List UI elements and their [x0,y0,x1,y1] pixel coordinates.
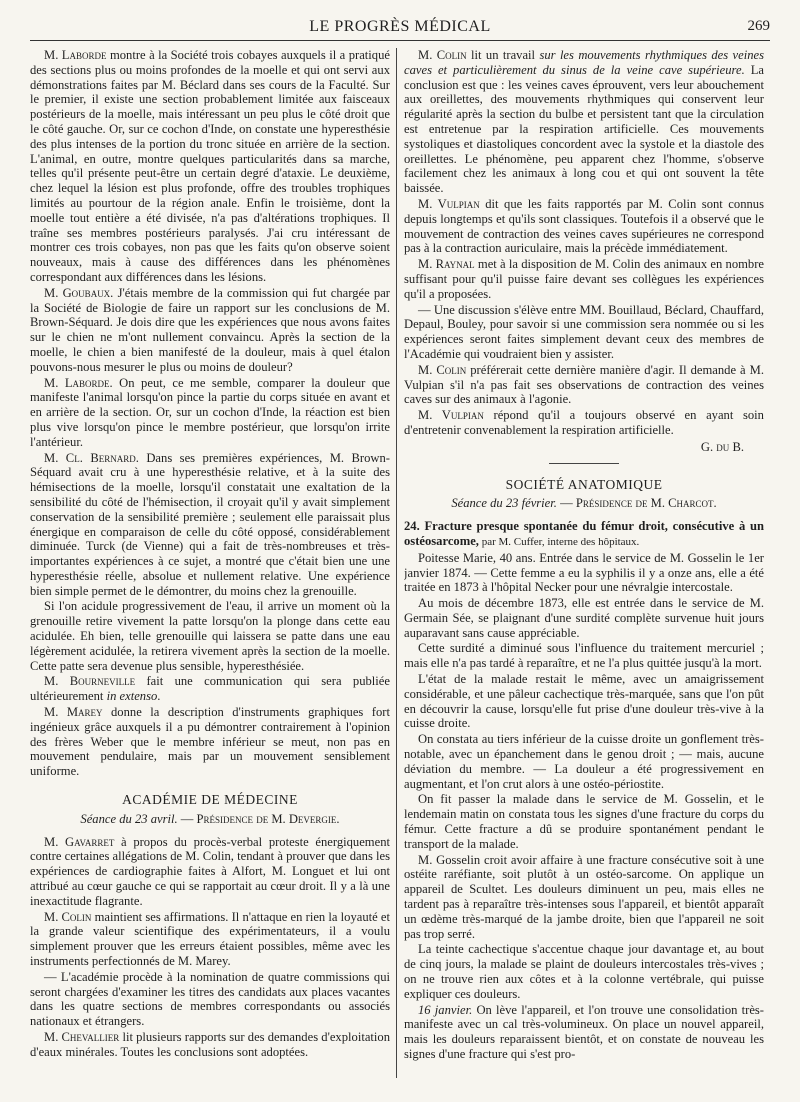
paragraph: M. Bourneville fait une communication qui sera publiée ultérieurement in extenso. [30,674,390,704]
page-header [30,16,770,38]
left-column [30,48,390,1078]
paragraph: — Une discussion s'élève entre MM. Bouillaud, Béclard, Chauffard, Depaul, Bouley, pour savoir si une commission sera nommée ou si les expériences seront faites simplement devant ceux des membres de l'Académie qui voudraient bien y assister. [404,302,764,361]
paragraph: — L'académie procède à la nomination de quatre commissions qui seront chargées d'examiner les titres des candidats aux places vacantes dans les quatre sections de membres correspondants ou associés nationaux et étrangers. [30,969,390,1029]
paragraph: M. Colin maintient ses affirmations. Il n'attaque en rien la loyauté et la grande valeur scientifique des expérimentateurs, il a voulu simplement prouver que les erreurs étaient possibles, même avec les instruments perfectionnés de M. Marey. [30,909,390,969]
paragraph: M. Vulpian répond qu'il a toujours observé en ayant soin d'entretenir convenablement la respiration artificielle. [404,408,764,437]
paragraph: M. Gosselin croit avoir affaire à une fracture consécutive soit à une ostéite raréfiante, soit plutôt à un ostéo-sarcome. On applique un appareil de Scultet. Les douleurs diminuent un peu, mais elles ne tardent pas à reparaître très-intenses sous l'appareil, et bientôt apparaît un œdème très-marqué de la jambe droite, bien que l'appareil ne soit pas trop serré. [404,852,764,941]
paragraph: L'état de la malade restait le même, avec un amaigrissement considérable, et une pâleur cachectique très-marquée, sans que l'on pût en découvrir la cause, lorsqu'elle fut prise d'une douleur très-vive à la cuisse droite. [404,672,764,731]
journal-title: LE PROGRÈS MÉDICAL [309,18,491,35]
right-column [404,48,764,1078]
paragraph: M. Laborde. On peut, ce me semble, comparer la douleur que manifeste l'animal lorsqu'on pince la partie du corps située en avant et en arrière de la section. Or, sur un cochon d'Inde, la réaction est bien plus vive lorsqu'on pince le membre postérieur, que lorsqu'on irrite l'antérieur. [30,375,390,449]
paragraph: Si l'on acidule progressivement de l'eau, il arrive un moment où la grenouille retire vivement la patte lorsqu'on la plonge dans cette eau acidulée. Eh bien, telle grenouille qui laissera se patte dans une eau légèrement acidulée, la retirera vivement après la section de la moelle. Cette patte sera devenue plus sensible, hyperesthésiée. [30,599,390,673]
paragraph: M. Colin lit un travail sur les mouvements rhythmiques des veines caves et particulièrement du sinus de la veine cave supérieure. La conclusion est que : les veines caves éprouvent, vers leur abouchement aux oreillettes, des mouvements rhythmiques qui conservent leur régularité après la section du bulbe et persistent tant que la circulation est entretenue par la respiration artificielle. Ces mouvements systoliques et diastoliques concordent avec la systole et la diastole des oreillettes. Le phénomène, peu apparent chez l'homme, s'observe facilement chez les animaux à long cou et qui ont souvent la tête baissée. [404,48,764,196]
session-line-academy: Séance du 23 avril. — Présidence de M. Devergie. [80,811,340,826]
article-title: 24. Fracture presque spontanée du fémur droit, consécutive à un ostéosarcome, par M. Cuffer, interne des hôpitaux. [404,519,764,548]
session-line-society: Séance du 23 février. — Présidence de M. Charcot. [451,496,717,511]
paragraph: Cette surdité a diminué sous l'influence du traitement mercuriel ; mais elle n'a pas tardé à reparaître, et ne l'a plus quittée jusqu'à la mort. [404,641,764,671]
paragraph: La teinte cachectique s'accentue chaque jour davantage et, au bout de cinq jours, la malade se plaint de douleurs intercostales très-vives ; on ne trouve rien aux côtes et à la colonne vertébrale, qui puisse expliquer ces douleurs. [404,942,764,1001]
paragraph: 16 janvier. On lève l'appareil, et l'on trouve une consolidation très-manifeste avec un cal très-volumineux. On place un nouvel appareil, mais les douleurs reparaissent bientôt, et on constate de nouveau les signes d'une fracture qui s'est pro- [404,1002,764,1061]
column-divider [396,48,397,1078]
paragraph: On constata au tiers inférieur de la cuisse droite un gonflement très-notable, avec un épanchement dans le genou droit ; — mais, aucune déviation du membre. — La douleur a été progressivement en augmentant, et l'on crut alors à une ostéo-périostite. [404,732,764,791]
paragraph: M. Vulpian dit que les faits rapportés par M. Colin sont connus depuis longtemps et qu'ils sont classiques. Toutefois il a observé que le mouvement de contraction des veines caves supérieures ne correspond pas à la contraction auriculaire, mais la précède immédiatement. [404,196,764,256]
header-rule [30,40,770,41]
section-divider [549,463,619,464]
paragraph: M. Laborde montre à la Société trois cobayes auxquels il a pratiqué des sections plus ou moins profondes de la moelle et qui ont servi aux démonstrations faites par M. Béclard dans ses cours de la Faculté. Sur le premier, il existe une section probablement limitée aux faisceaux postérieurs de la moelle, mais intéressant un peu plus le côté droit que le côté gauche. Or, sur ce cochon d'Inde, on constate une hyperesthésie des plus intenses de la portion du tronc située en arrière de la section. L'animal, en outre, montre quelques particularités dans sa marche, telles qu'il présente peut-être un certain degré d'ataxie. Le deuxième, chez lequel la lésion est plus profonde, offre des troubles trophiques limités au pourtour de la région anale. Enfin le troisième, dont la moelle tout entière a été divisée, n'a pas d'altérations trophiques. Il traîne ses membres postérieurs paralysés. J'ai cru intéressant de montrer ces trois cobayes, non pas que les faits qu'on observe soient nouveaux, mais à cause des différences dans les phénomènes correspondant aux différences dans les lésions. [30,48,390,284]
paragraph: M. Cl. Bernard. Dans ses premières expériences, M. Brown-Séquard avait cru à une hyperesthésie relative, et à la suite des hémisections de la moelle, lorsqu'il constatait une exaltation de la sensibilité du côté de l'hémisection, il croyait qu'il y avait simplement conservation de la sensibilité première ; seulement elle paraissait plus énergique en comparaison de celle du côté opposé, considérablement diminuée. Turck (de Vienne) qui a fait de très-nombreuses et très-importantes expériences à ce sujet, a montré que c'était bien une une hyperesthésie réelle, absolue et nullement relative. Une expérience bien simple permet de le démontrer, du moins chez la grenouille. [30,450,390,598]
paragraph: Poitesse Marie, 40 ans. Entrée dans le service de M. Gosselin le 1er janvier 1874. — Cette femme a eu la syphilis il y a onze ans, elle a été traitée en 1873 à l'hôpital Necker pour une névralgie intercostale. [404,550,764,595]
section-title-academy: ACADÉMIE DE MÉDECINE [122,792,298,808]
page-number: 269 [747,18,770,34]
paragraph: On fit passer la malade dans le service de M. Gosselin, et le lendemain matin on constata tous les signes d'une fracture du corps du fémur. Cette fracture a dû se produire spontanément pendant le transport de la malade. [404,792,764,851]
paragraph: M. Gavarret à propos du procès-verbal proteste énergiquement contre certaines allégations de M. Colin, tendant à prouver que dans les expériences de cardiographie faites à Alfort, M. Longuet et lui ont attribué au cœur gauche ce qui se rapportait au cœur droit. Il y a là une inexactitude flagrante. [30,834,390,908]
paragraph: M. Colin préférerait cette dernière manière d'agir. Il demande à M. Vulpian s'il n'a pas fait ses observations de contraction des veines caves sur des animaux à l'agonie. [404,362,764,407]
signature: G. du B. [700,439,744,454]
paragraph: Au mois de décembre 1873, elle est entrée dans le service de M. Germain Sée, se plaignant d'une surdité complète survenue huit jours auparavant sans cause appréciable. [404,596,764,640]
section-title-society: SOCIÉTÉ ANATOMIQUE [505,476,663,492]
paragraph: M. Marey donne la description d'instruments graphiques fort ingénieux grâce auxquels il a pu démontrer contrairement à l'opinion des frères Weber que le membre inférieur se meut, non pas en mouvement pendulaire, mais par un mouvement sensiblement uniforme. [30,705,390,779]
paragraph: M. Chevallier lit plusieurs rapports sur des demandes d'exploitation d'eaux minérales. Toutes les conclusions sont adoptées. [30,1030,390,1059]
paragraph: M. Raynal met à la disposition de M. Colin des animaux en nombre suffisant pour qu'il puisse faire devant ses collègues les expériences qu'il a proposées. [404,257,764,301]
paragraph: M. Goubaux. J'étais membre de la commission qui fut chargée par la Société de Biologie de faire un rapport sur les conclusions de M. Brown-Séquard. Je dois dire que les expériences que nous avons faites sur le chien ne m'ont nullement convaincu. Après la section de la moelle, le chien a bien manifesté de la douleur, mais à quel étalon pouvons-nous mesurer le plus ou moins de douleur? [30,285,390,374]
